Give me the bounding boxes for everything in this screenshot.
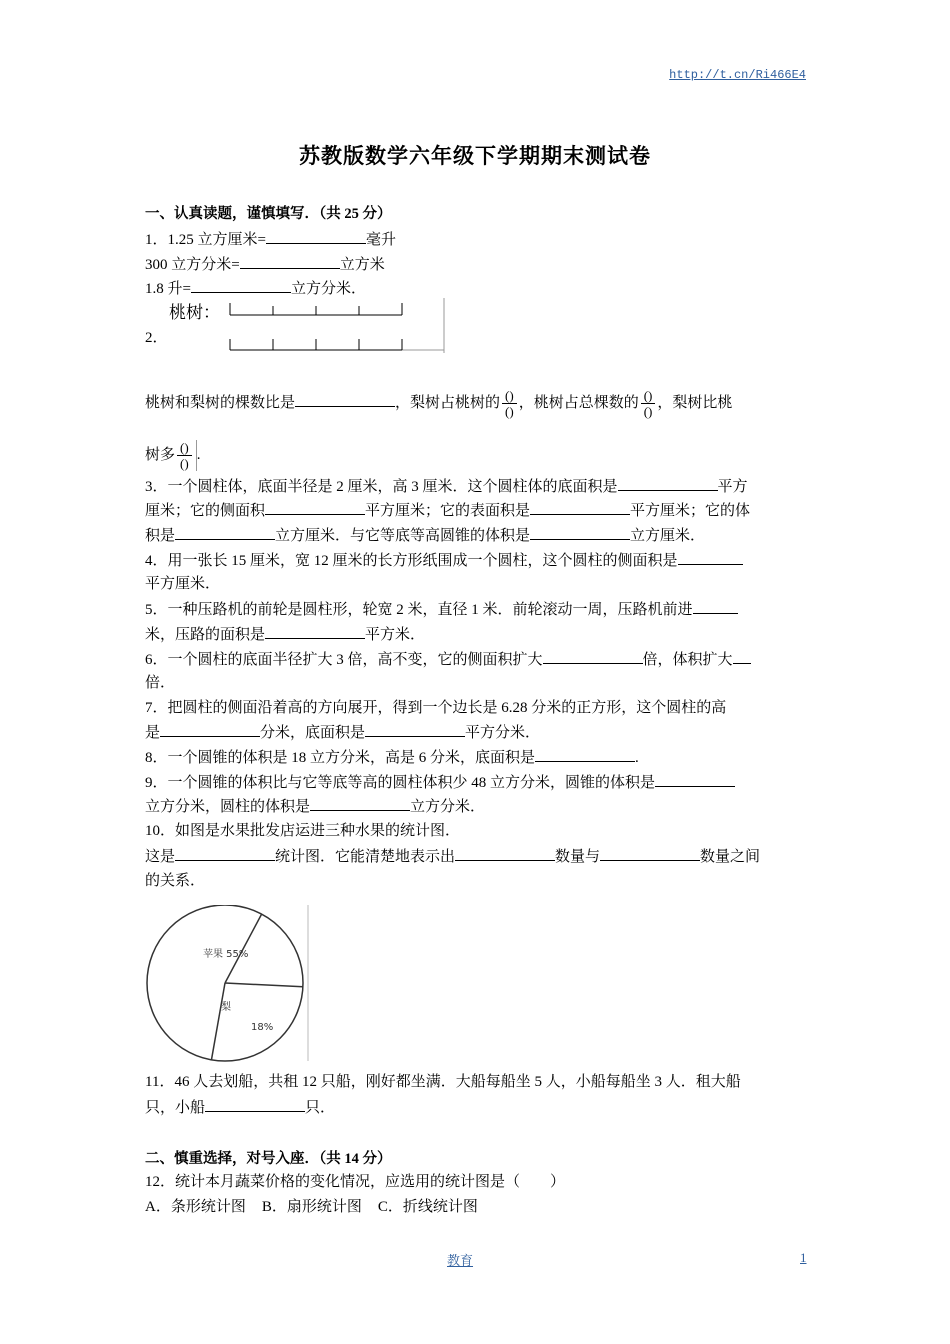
q9-line2: 立方分米，圆柱的体积是 立方分米． bbox=[145, 796, 485, 817]
answer-blank[interactable] bbox=[240, 254, 340, 269]
answer-blank[interactable] bbox=[455, 846, 555, 861]
q12-options bbox=[145, 1197, 478, 1217]
tree-segment-diagram bbox=[165, 298, 455, 356]
slice-label-pear: 梨 bbox=[221, 1002, 231, 1013]
page-number: 1 bbox=[800, 1250, 807, 1265]
option-c[interactable]: C．折线统计图 bbox=[377, 1199, 478, 1215]
answer-blank[interactable] bbox=[543, 649, 643, 664]
q10-line2: 这是 统计图．它能清楚地表示出 数量与 数量之间 bbox=[145, 846, 760, 867]
q6-line1: 6．一个圆柱的底面半径扩大 3 倍，高不变，它的侧面积扩大 倍，体积扩大 bbox=[145, 649, 751, 670]
q4-line2: 平方厘米． bbox=[145, 576, 221, 592]
answer-blank[interactable] bbox=[175, 846, 275, 861]
answer-blank[interactable] bbox=[191, 278, 291, 293]
q4-line1: 4．用一张长 15 厘米，宽 12 厘米的长方形纸围成一个圆柱，这个圆柱的侧面积是 bbox=[145, 550, 743, 571]
q9-line1: 9．一个圆锥的体积比与它等底等高的圆柱体积少 48 立方分米，圆锥的体积是 bbox=[145, 772, 735, 793]
answer-blank[interactable] bbox=[530, 500, 630, 515]
answer-blank[interactable] bbox=[310, 796, 410, 811]
q2-number: 2． bbox=[145, 330, 168, 346]
q7-line1: 7．把圆柱的侧面沿着高的方向展开，得到一个边长是 6.28 分米的正方形，这个圆柱的高 bbox=[145, 700, 727, 716]
q3-line3: 积是 立方厘米．与它等底等高圆锥的体积是 立方厘米． bbox=[145, 525, 705, 546]
fraction-blank[interactable]: $\frac{()}{()}$ bbox=[177, 440, 192, 471]
answer-blank[interactable] bbox=[265, 500, 365, 515]
option-a[interactable]: A．条形统计图 bbox=[145, 1199, 246, 1215]
q6-line2: 倍． bbox=[145, 675, 176, 691]
answer-blank[interactable] bbox=[160, 722, 260, 737]
q2-line1: 桃树和梨树的棵数比是 ，梨树占桃树的 $\frac{()}{()}$ ，桃树占总棵数的 $\frac{()}{()}$ ，梨树比桃 bbox=[145, 388, 733, 419]
slice-label-pear-percent: 18% bbox=[251, 1022, 274, 1033]
q3-line2: 厘米；它的侧面积 平方厘米；它的表面积是 平方厘米；它的体 bbox=[145, 500, 750, 521]
slice-label-apple: 苹果 55% bbox=[203, 949, 249, 960]
q2-line2: 树多 $\frac{()}{()}$ . bbox=[145, 440, 201, 471]
answer-blank[interactable] bbox=[678, 550, 743, 565]
answer-blank[interactable] bbox=[655, 772, 735, 787]
answer-blank[interactable] bbox=[295, 392, 395, 407]
q10-line3: 的关系． bbox=[145, 873, 206, 889]
answer-blank[interactable] bbox=[365, 722, 465, 737]
option-b[interactable]: B．扇形统计图 bbox=[261, 1199, 362, 1215]
fruit-pie-chart bbox=[145, 905, 315, 1063]
q1-line-b: 300 立方分米= 立方米 bbox=[145, 254, 385, 275]
section2-heading: 二、慎重选择，对号入座．（共 14 分） bbox=[145, 1151, 392, 1167]
answer-blank[interactable] bbox=[266, 229, 366, 244]
fraction-blank[interactable]: $\frac{()}{()}$ bbox=[641, 388, 656, 419]
fraction-blank[interactable]: $\frac{()}{()}$ bbox=[502, 388, 517, 419]
q7-line2: 是 分米，底面积是 平方分米． bbox=[145, 722, 540, 743]
q11-line2: 只，小船 只． bbox=[145, 1097, 335, 1118]
q5-line2: 米，压路的面积是 平方米． bbox=[145, 624, 425, 645]
pear-segment-bar bbox=[230, 339, 444, 350]
q11-line1: 11．46 人去划船，共租 12 只船，刚好都坐满．大船每船坐 5 人，小船每船坐 3 人．租大船 bbox=[145, 1074, 741, 1090]
q5-line1: 5．一种压路机的前轮是圆柱形，轮宽 2 米，直径 1 米．前轮滚动一周，压路机前进 bbox=[145, 599, 738, 620]
answer-blank[interactable] bbox=[618, 476, 718, 491]
footer-label[interactable]: 教育 bbox=[447, 1253, 474, 1268]
section1-heading: 一、认真读题，谨慎填写．（共 25 分） bbox=[145, 206, 392, 222]
answer-blank[interactable] bbox=[175, 525, 275, 540]
q1-line-c: 1.8 升= 立方分米． bbox=[145, 278, 366, 299]
q8-line: 8．一个圆锥的体积是 18 立方分米，高是 6 分米，底面积是 . bbox=[145, 747, 639, 768]
q1-line-a: 1．1.25 立方厘米= 毫升 bbox=[145, 229, 396, 250]
answer-blank[interactable] bbox=[693, 599, 738, 614]
header-link[interactable]: http://t.cn/Ri466E4 bbox=[669, 68, 806, 82]
q10-line1: 10．如图是水果批发店运进三种水果的统计图． bbox=[145, 823, 461, 839]
tree-label: 桃树： bbox=[169, 303, 220, 322]
q3-line1: 3．一个圆柱体，底面半径是 2 厘米，高 3 厘米．这个圆柱体的底面积是 平方 bbox=[145, 476, 748, 497]
page-title: 苏教版数学六年级下学期期末测试卷 bbox=[299, 144, 651, 168]
q12-stem: 12．统计本月蔬菜价格的变化情况，应选用的统计图是（ ） bbox=[145, 1174, 566, 1190]
answer-blank[interactable] bbox=[265, 624, 365, 639]
answer-blank[interactable] bbox=[205, 1097, 305, 1112]
answer-blank[interactable] bbox=[600, 846, 700, 861]
answer-blank[interactable] bbox=[535, 747, 635, 762]
answer-blank[interactable] bbox=[733, 649, 751, 664]
peach-segment-bar bbox=[230, 303, 402, 315]
answer-blank[interactable] bbox=[530, 525, 630, 540]
